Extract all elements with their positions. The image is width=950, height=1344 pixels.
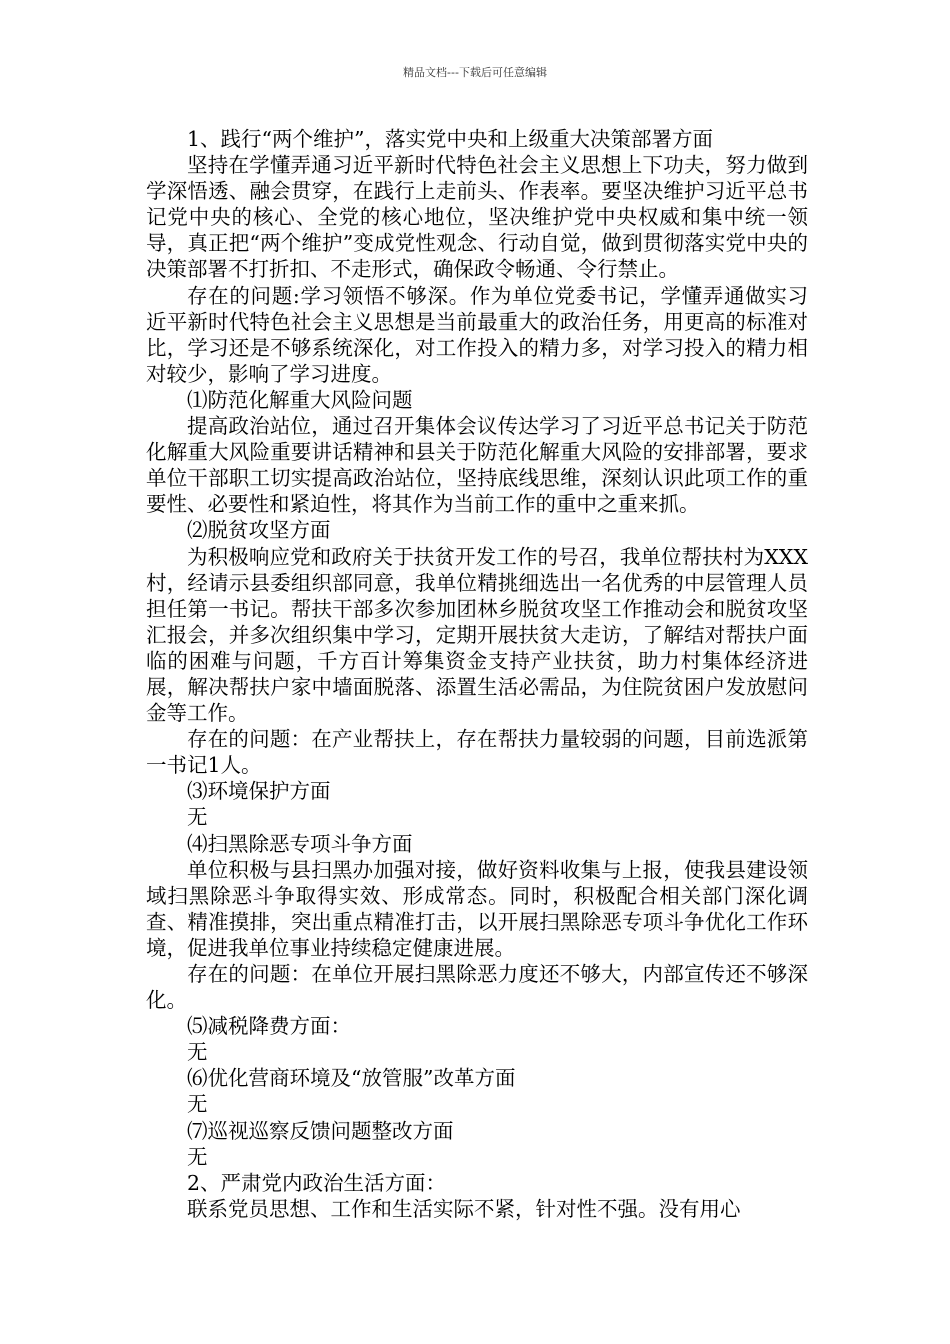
paragraph: 无 — [187, 1040, 208, 1065]
paragraph: 无 — [187, 1144, 208, 1169]
subsection-heading: ⑹优化营商环境及“放管服”改革方面 — [187, 1066, 516, 1091]
paragraph: 无 — [187, 1092, 208, 1117]
paragraph: 联系党员思想、工作和生活实际不紧，针对性不强。没有用心 — [187, 1196, 741, 1221]
subsection-heading: ⑺巡视巡察反馈问题整改方面 — [187, 1118, 454, 1143]
paragraph: 存在的问题:学习领悟不够深。作为单位党委书记，学懂弄通做实习近平新时代特色社会主义思想是当前最重大的政治任务，用更高的标准对比，学习还是不够系统深化，对工作投入的精力多，对学习投入的精力相对较少，影响了学习进度。 — [146, 283, 808, 386]
page-header: 精品文档---下载后可任意编辑 — [403, 66, 547, 79]
paragraph: 存在的问题：在单位开展扫黑除恶力度还不够大，内部宣传还不够深化。 — [146, 962, 808, 1013]
paragraph: 单位积极与县扫黑办加强对接，做好资料收集与上报，使我县建设领域扫黑除恶斗争取得实效、形成常态。同时，积极配合相关部门深化调查、精准摸排，突出重点精准打击，以开展扫黑除恶专项斗争优化工作环境，促进我单位事业持续稳定健康进展。 — [146, 857, 808, 960]
paragraph: 存在的问题：在产业帮扶上，存在帮扶力量较弱的问题，目前选派第一书记1人。 — [146, 727, 808, 778]
subsection-heading: ⑵脱贫攻坚方面 — [187, 518, 331, 543]
paragraph: 无 — [187, 805, 208, 830]
subsection-heading: ⑷扫黑除恶专项斗争方面 — [187, 831, 413, 856]
subsection-heading: ⑶环境保护方面 — [187, 779, 331, 804]
document-body — [146, 126, 808, 1222]
section-heading-2: 2、严肃党内政治生活方面： — [187, 1170, 447, 1195]
paragraph: 提高政治站位，通过召开集体会议传达学习了习近平总书记关于防范化解重大风险重要讲话精神和县关于防范化解重大风险的安排部署，要求单位干部职工切实提高政治站位，坚持底线思维，深刻认识此项工作的重要性、必要性和紧迫性，将其作为当前工作的重中之重来抓。 — [146, 414, 808, 517]
paragraph: 坚持在学懂弄通习近平新时代特色社会主义思想上下功夫，努力做到学深悟透、融会贯穿，在践行上走前头、作表率。要坚决维护习近平总书记党中央的核心、全党的核心地位，坚决维护党中央权威和集中统一领导，真正把“两个维护”变成党性观念、行动自觉，做到贯彻落实党中央的决策部署不打折扣、不走形式，确保政令畅通、令行禁止。 — [146, 153, 808, 282]
subsection-heading: ⑸减税降费方面： — [187, 1014, 351, 1039]
section-heading-1: 1、践行“两个维护”，落实党中央和上级重大决策部署方面 — [187, 127, 714, 151]
subsection-heading: ⑴防范化解重大风险问题 — [187, 387, 413, 412]
paragraph: 为积极响应党和政府关于扶贫开发工作的号召，我单位帮扶村为XXX村，经请示县委组织部同意，我单位精挑细选出一名优秀的中层管理人员担任第一书记。帮扶干部多次参加团林乡脱贫攻坚工作推动会和脱贫攻坚汇报会，并多次组织集中学习，定期开展扶贫大走访，了解结对帮扶户面临的困难与问题，千方百计筹集资金支持产业扶贫，助力村集体经济进展，解决帮扶户家中墙面脱落、添置生活必需品，为住院贫困户发放慰问金等工作。 — [146, 544, 808, 726]
